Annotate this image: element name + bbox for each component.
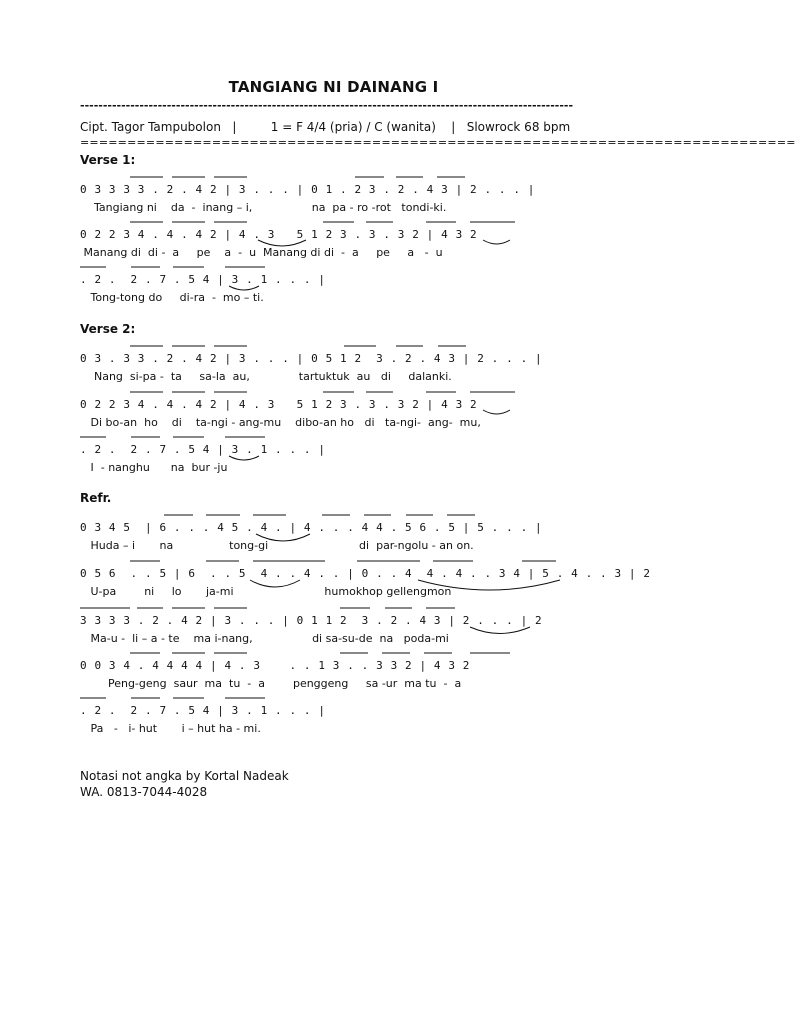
- section-label-refrain: Refr.: [80, 491, 112, 505]
- lyric-line: Ma-u - li – a - te ma i-nang, di sa-su-de na poda-mi: [80, 632, 449, 645]
- lyric-line: Di bo-an ho di ta-ngi - ang-mu dibo-an ho di ta-ngi- ang- mu,: [80, 416, 481, 429]
- notation-line: . 2 . 2 . 7 . 5 4 | 3 . 1 . . . |: [80, 704, 326, 717]
- notation-line: 0 0 3 4 . 4 4 4 4 | 4 . 3 . . 1 3 . . 3 3 2 | 4 3 2: [80, 659, 471, 672]
- tempo-text: Slowrock 68 bpm: [466, 120, 571, 134]
- song-title: TANGIANG NI DAINANG I: [228, 78, 439, 96]
- lyric-line: Pa - i- hut i – hut ha - mi.: [80, 722, 261, 735]
- equals-separator: ============================================================================: [80, 136, 796, 149]
- lyric-line: Huda – i na tong-gi di par-ngolu - an on.: [80, 539, 474, 552]
- lyric-line: Tangiang ni da - inang – i, na pa - ro -rot tondi-ki.: [80, 201, 447, 214]
- notation-line: 0 3 4 5 | 6 . . . 4 5 . 4 . | 4 . . . 4 4 . 5 6 . 5 | 5 . . . |: [80, 521, 543, 534]
- slur-mark: [229, 456, 259, 460]
- lyric-line: U-pa ni lo ja-mi humokhop gellengmon: [80, 585, 452, 598]
- lyric-line: Tong-tong do di-ra - mo – ti.: [80, 291, 264, 304]
- slur-mark: [483, 240, 510, 244]
- slur-mark: [229, 286, 259, 290]
- slur-mark: [483, 410, 510, 414]
- section-label-verse2: Verse 2:: [80, 322, 136, 336]
- lyric-line: Peng-geng saur ma tu - a penggeng sa -ur ma tu - a: [80, 677, 462, 690]
- notation-line: 0 3 3 3 3 . 2 . 4 2 | 3 . . . | 0 1 . 2 3 . 2 . 4 3 | 2 . . . |: [80, 183, 536, 196]
- lyric-line: Nang si-pa - ta sa-la au, tartuktuk au di dalanki.: [80, 370, 452, 383]
- section-label-verse1: Verse 1:: [80, 153, 136, 167]
- notation-line: 3 3 3 3 . 2 . 4 2 | 3 . . . | 0 1 1 2 3 . 2 . 4 3 | 2 . . . | 2: [80, 614, 543, 627]
- meta-separator: |: [451, 120, 456, 134]
- footer-credit: Notasi not angka by Kortal Nadeak: [80, 769, 289, 783]
- notation-line: 0 2 2 3 4 . 4 . 4 2 | 4 . 3 5 1 2 3 . 3 . 3 2 | 4 3 2: [80, 228, 478, 241]
- composer-text: Cipt. Tagor Tampubolon: [80, 120, 221, 134]
- lyric-line: I - nanghu na bur -ju: [80, 461, 228, 474]
- notation-line: . 2 . 2 . 7 . 5 4 | 3 . 1 . . . |: [80, 443, 326, 456]
- slur-mark: [470, 627, 530, 634]
- notation-line: 0 3 . 3 3 . 2 . 4 2 | 3 . . . | 0 5 1 2 3 . 2 . 4 3 | 2 . . . |: [80, 352, 543, 365]
- key-signature-text: 1 = F 4/4 (pria) / C (wanita): [270, 120, 436, 134]
- song-meta: [80, 120, 570, 134]
- footer-contact: WA. 0813-7044-4028: [80, 785, 208, 799]
- meta-separator: |: [232, 120, 237, 134]
- lyric-line: Manang di di - a pe a - u Manang di di - a pe a - u: [80, 246, 443, 259]
- dash-separator: ------------------------------------------------------------------------------------------------------------: [80, 99, 574, 112]
- notation-line: . 2 . 2 . 7 . 5 4 | 3 . 1 . . . |: [80, 273, 326, 286]
- notation-line: 0 2 2 3 4 . 4 . 4 2 | 4 . 3 5 1 2 3 . 3 . 3 2 | 4 3 2: [80, 398, 478, 411]
- notation-line: 0 5 6 . . 5 | 6 . . 5 4 . . 4 . . | 0 . . 4 4 . 4 . . 3 4 | 5 . 4 . . 3 | 2: [80, 567, 651, 580]
